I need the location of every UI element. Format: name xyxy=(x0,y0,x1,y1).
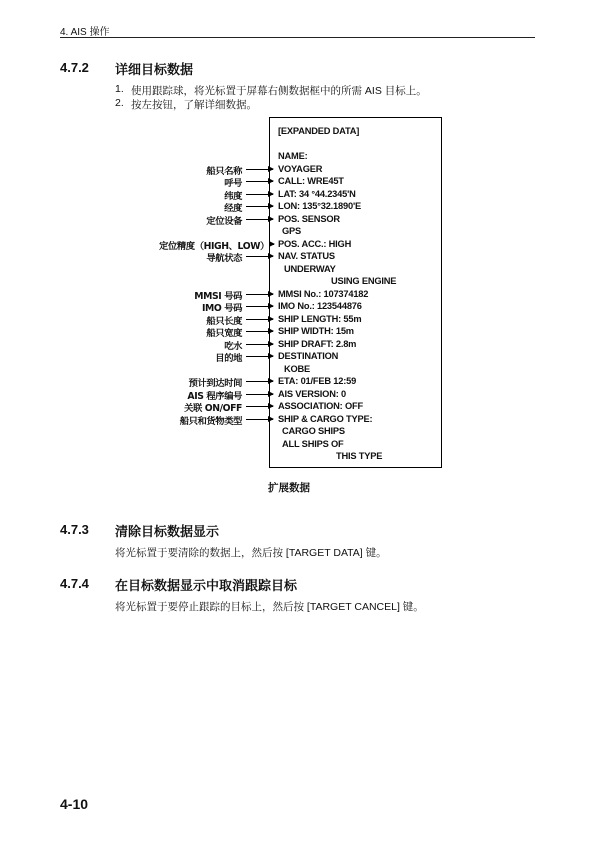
callout-label: 船只名称 xyxy=(206,166,242,177)
expanded-data-box xyxy=(269,117,442,468)
callout-arrow-icon xyxy=(246,256,273,257)
callout-label: 船只宽度 xyxy=(206,328,242,339)
box-line: [EXPANDED DATA] xyxy=(278,126,360,136)
callout-arrow-icon xyxy=(246,306,273,307)
section-473-body: 将光标置于要清除的数据上，然后按 [TARGET DATA] 键。 xyxy=(115,547,387,559)
box-line: ALL SHIPS OF xyxy=(282,439,344,449)
callout-label: 船只长度 xyxy=(206,316,242,327)
callout-arrow-icon xyxy=(246,194,273,195)
callout-label: 关联 ON/OFF xyxy=(184,403,242,414)
section-474-title: 在目标数据显示中取消跟踪目标 xyxy=(115,579,298,594)
step-2-text: 按左按钮，了解详细数据。 xyxy=(131,99,257,111)
callout-label: 导航状态 xyxy=(206,253,242,264)
callout-arrow-icon xyxy=(246,206,273,207)
callout-arrow-icon xyxy=(246,406,273,407)
callout-label: MMSI 号码 xyxy=(194,291,242,302)
box-line: NAME: xyxy=(278,151,308,161)
step-1-num: 1. xyxy=(115,83,124,95)
callout-label: 定位精度（HIGH、LOW） xyxy=(159,241,269,252)
section-474-body: 将光标置于要停止跟踪的目标上，然后按 [TARGET CANCEL] 键。 xyxy=(115,601,424,613)
callout-arrow-icon xyxy=(246,394,273,395)
box-line: KOBE xyxy=(284,364,311,374)
callout-arrow-icon xyxy=(246,419,273,420)
box-line: CALL: WRE45T xyxy=(278,176,344,186)
callout-arrow-icon xyxy=(246,356,273,357)
callout-arrow-icon xyxy=(246,319,273,320)
callout-label: 船只和货物类型 xyxy=(179,416,242,427)
callout-label: 经度 xyxy=(224,203,242,214)
section-472-title: 详细目标数据 xyxy=(115,63,194,78)
box-line: DESTINATION xyxy=(278,351,339,361)
box-line: CARGO SHIPS xyxy=(282,426,345,436)
box-line: NAV. STATUS xyxy=(278,251,335,261)
running-head: 4. AIS 操作 xyxy=(60,27,110,38)
box-line: SHIP WIDTH: 15m xyxy=(278,326,354,336)
figure-caption: 扩展数据 xyxy=(268,482,310,494)
callout-label: 定位设备 xyxy=(206,216,242,227)
header-rule xyxy=(60,37,535,38)
box-line: THIS TYPE xyxy=(336,451,383,461)
callout-arrow-icon xyxy=(272,244,274,245)
callout-label: 吃水 xyxy=(224,341,242,352)
callout-label: AIS 程序编号 xyxy=(187,391,242,402)
box-line: POS. ACC.: HIGH xyxy=(278,239,352,249)
callout-arrow-icon xyxy=(246,181,273,182)
callout-arrow-icon xyxy=(246,381,273,382)
section-472-number: 4.7.2 xyxy=(60,60,89,75)
callout-label: 呼号 xyxy=(224,178,242,189)
box-line: LON: 135°32.1890'E xyxy=(278,201,361,211)
box-line: POS. SENSOR xyxy=(278,214,340,224)
box-line: GPS xyxy=(282,226,302,236)
box-line: AIS VERSION: 0 xyxy=(278,389,346,399)
section-473-number: 4.7.3 xyxy=(60,522,89,537)
callout-label: 纬度 xyxy=(224,191,242,202)
box-line: ETA: 01/FEB 12:59 xyxy=(278,376,357,386)
box-line: MMSI No.: 107374182 xyxy=(278,289,369,299)
box-line: SHIP DRAFT: 2.8m xyxy=(278,339,357,349)
callout-label: 目的地 xyxy=(215,353,242,364)
step-2-num: 2. xyxy=(115,97,124,109)
box-line: ASSOCIATION: OFF xyxy=(278,401,363,411)
box-line: USING ENGINE xyxy=(331,276,397,286)
box-line: SHIP & CARGO TYPE: xyxy=(278,414,373,424)
box-line: UNDERWAY xyxy=(284,264,336,274)
callout-arrow-icon xyxy=(246,331,273,332)
box-line: LAT: 34 °44.2345'N xyxy=(278,189,356,199)
box-line: VOYAGER xyxy=(278,164,323,174)
callout-arrow-icon xyxy=(246,169,273,170)
callout-label: IMO 号码 xyxy=(201,303,242,314)
callout-arrow-icon xyxy=(246,219,273,220)
page-number: 4-10 xyxy=(60,796,89,812)
section-473-title: 清除目标数据显示 xyxy=(115,525,220,540)
box-line: SHIP LENGTH: 55m xyxy=(278,314,362,324)
section-474-number: 4.7.4 xyxy=(60,576,89,591)
callout-label: 预计到达时间 xyxy=(188,378,242,389)
callout-arrow-icon xyxy=(246,344,273,345)
step-1-text: 使用跟踪球，将光标置于屏幕右侧数据框中的所需 AIS 目标上。 xyxy=(131,85,427,97)
callout-arrow-icon xyxy=(246,294,273,295)
box-line: IMO No.: 123544876 xyxy=(278,301,362,311)
